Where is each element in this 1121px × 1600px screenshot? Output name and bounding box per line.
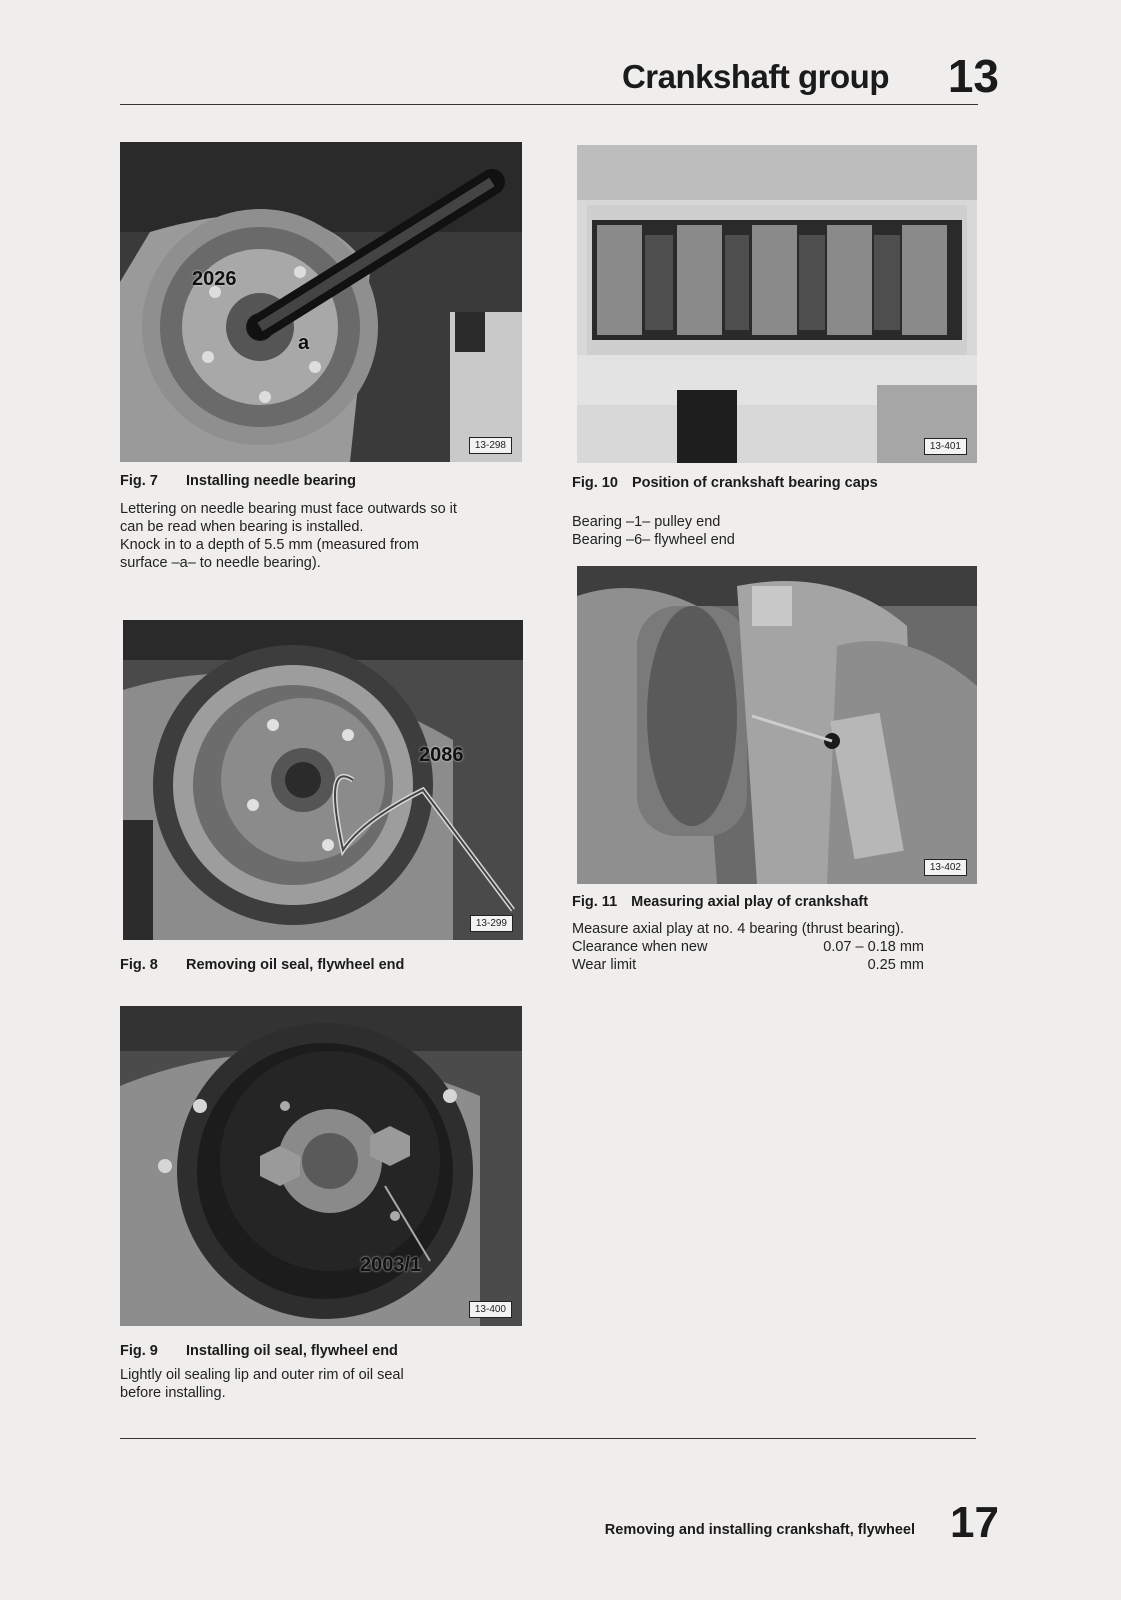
fig7-text-line: can be read when bearing is installed. [120,519,364,535]
fig7-text [120,500,457,572]
fig10-text-line: Bearing –1– pulley end [572,514,721,530]
page-number: 17 [950,1498,999,1547]
fig7-caption-text: Installing needle bearing [186,473,357,489]
fig11-number: Fig. 11 [572,894,618,910]
fig8-photo-id: 13-299 [470,915,513,932]
fig9-caption-text: Installing oil seal, flywheel end [186,1343,398,1359]
spec-value: 0.07 – 0.18 mm [823,939,924,955]
fig11-photo-id: 13-402 [924,859,967,876]
fig9-photo-id: 13-400 [469,1301,512,1318]
fig7-text-line: Lettering on needle bearing must face outwards so it [120,501,457,517]
fig11-text-line: Measure axial play at no. 4 bearing (thrust bearing). [572,921,905,937]
fig8-callout-2086: 2086 [419,744,464,766]
fig7-callout-a: a [298,332,310,354]
fig9-text [120,1366,404,1402]
fig7-number: Fig. 7 [120,473,158,489]
spec-row-clearance [572,938,924,956]
fig7-photo-id: 13-298 [469,437,512,454]
fig10-caption-text: Position of crankshaft bearing caps [631,475,878,491]
spec-label: Clearance when new [572,939,708,955]
fig8-caption [120,957,404,973]
header-rule [120,104,978,105]
fig10-text [572,513,735,549]
fig7-caption [120,473,356,489]
fig10-number: Fig. 10 [572,475,618,491]
fig7-callout-2026: 2026 [192,268,237,290]
fig11-caption-text: Measuring axial play of crankshaft [631,894,869,910]
fig7-text-line: surface –a– to needle bearing). [120,555,321,571]
spec-value: 0.25 mm [867,957,924,973]
fig9-text-line: before installing. [120,1385,226,1401]
fig9-photo [120,1006,522,1326]
spec-label: Wear limit [572,957,637,973]
fig11-caption [572,894,868,910]
fig9-callout-2003-1: 2003/1 [360,1254,422,1276]
fig9-number: Fig. 9 [120,1343,158,1359]
fig9-caption [120,1343,398,1359]
section-title: Crankshaft group [621,58,889,95]
chapter-number: 13 [947,50,999,102]
fig11-photo [577,566,977,884]
fig10-caption [572,475,878,491]
fig10-text-line: Bearing –6– flywheel end [572,532,735,548]
fig10-photo [577,145,977,463]
footer-title: Removing and installing crankshaft, flywheel [604,1522,915,1538]
fig9-text-line: Lightly oil sealing lip and outer rim of oil seal [120,1367,404,1383]
fig10-photo-id: 13-401 [924,438,967,455]
fig8-photo [123,620,523,940]
footer-rule [120,1438,976,1439]
fig7-text-line: Knock in to a depth of 5.5 mm (measured from [120,537,419,553]
fig8-caption-text: Removing oil seal, flywheel end [186,957,405,973]
fig8-number: Fig. 8 [120,957,158,973]
spec-row-wear-limit [572,956,924,974]
fig7-photo [120,142,522,462]
fig11-text [572,920,924,974]
